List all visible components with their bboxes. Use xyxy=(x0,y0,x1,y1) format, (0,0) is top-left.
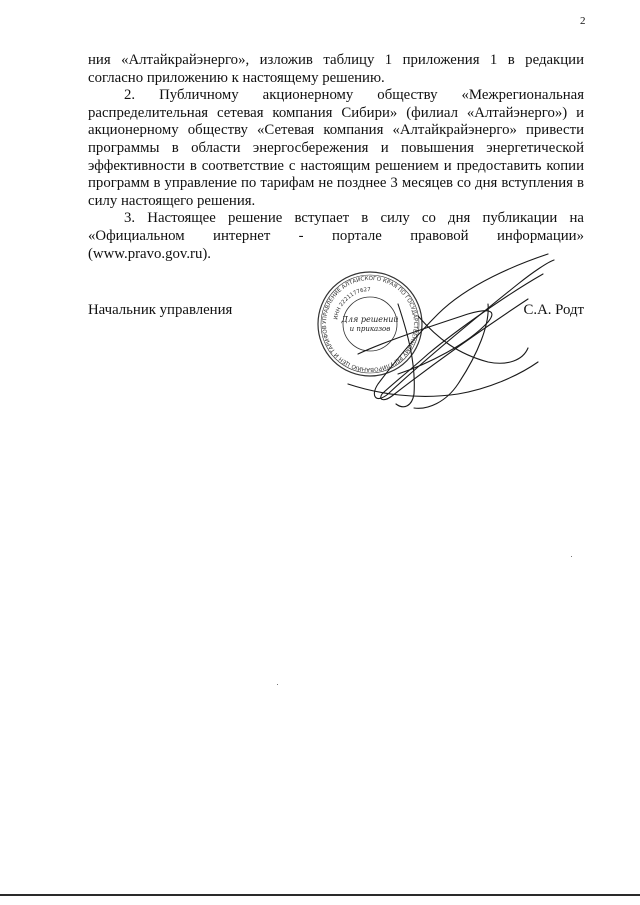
paragraph-2: 2. Публичному акционерному обществу «Межрегиональная распределительная сетевая компания Сибири» (филиал «Алтайэнерго») и акционерному обществу «Сетевая компания «Алтайкрайэнерго» привести программы в области энергосбережения и повышения энергетической эффективности в соответствие с настоящим решением и предоставить копии программ в управление по тарифам не позднее 3 месяцев со дня вступления в силу настоящего решения. xyxy=(88,87,584,209)
page-number: 2 xyxy=(580,15,586,27)
scan-speck xyxy=(571,556,572,557)
seal-inner-line-2: и приказов xyxy=(349,325,391,333)
scan-bottom-edge xyxy=(0,894,640,896)
handwritten-signature xyxy=(318,244,568,414)
paragraph-1: ния «Алтайкрайэнерго», изложив таблицу 1 приложения 1 в редакции согласно приложению к настоящему решению. xyxy=(88,52,584,86)
document-body xyxy=(88,52,584,263)
seal-ring-text: УПРАВЛЕНИЕ АЛТАЙСКОГО КРАЯ ПО ГОСУДАРСТВЕННОМУ РЕГУЛИРОВАНИЮ ЦЕН И ТАРИФОВ xyxy=(321,275,419,373)
paragraph-3: 3. Настоящее решение вступает в силу со дня публикации на «Официальном интернет - портале правовой информации» (www.pravo.gov.ru). xyxy=(88,210,584,262)
position-title: Начальник управления xyxy=(88,302,233,318)
signatory-name: С.А. Родт xyxy=(523,302,584,318)
seal-number-text: ИНН 2221177627 xyxy=(333,286,371,321)
scan-speck xyxy=(277,684,278,685)
seal-inner-line-1: Для решений xyxy=(341,315,399,324)
